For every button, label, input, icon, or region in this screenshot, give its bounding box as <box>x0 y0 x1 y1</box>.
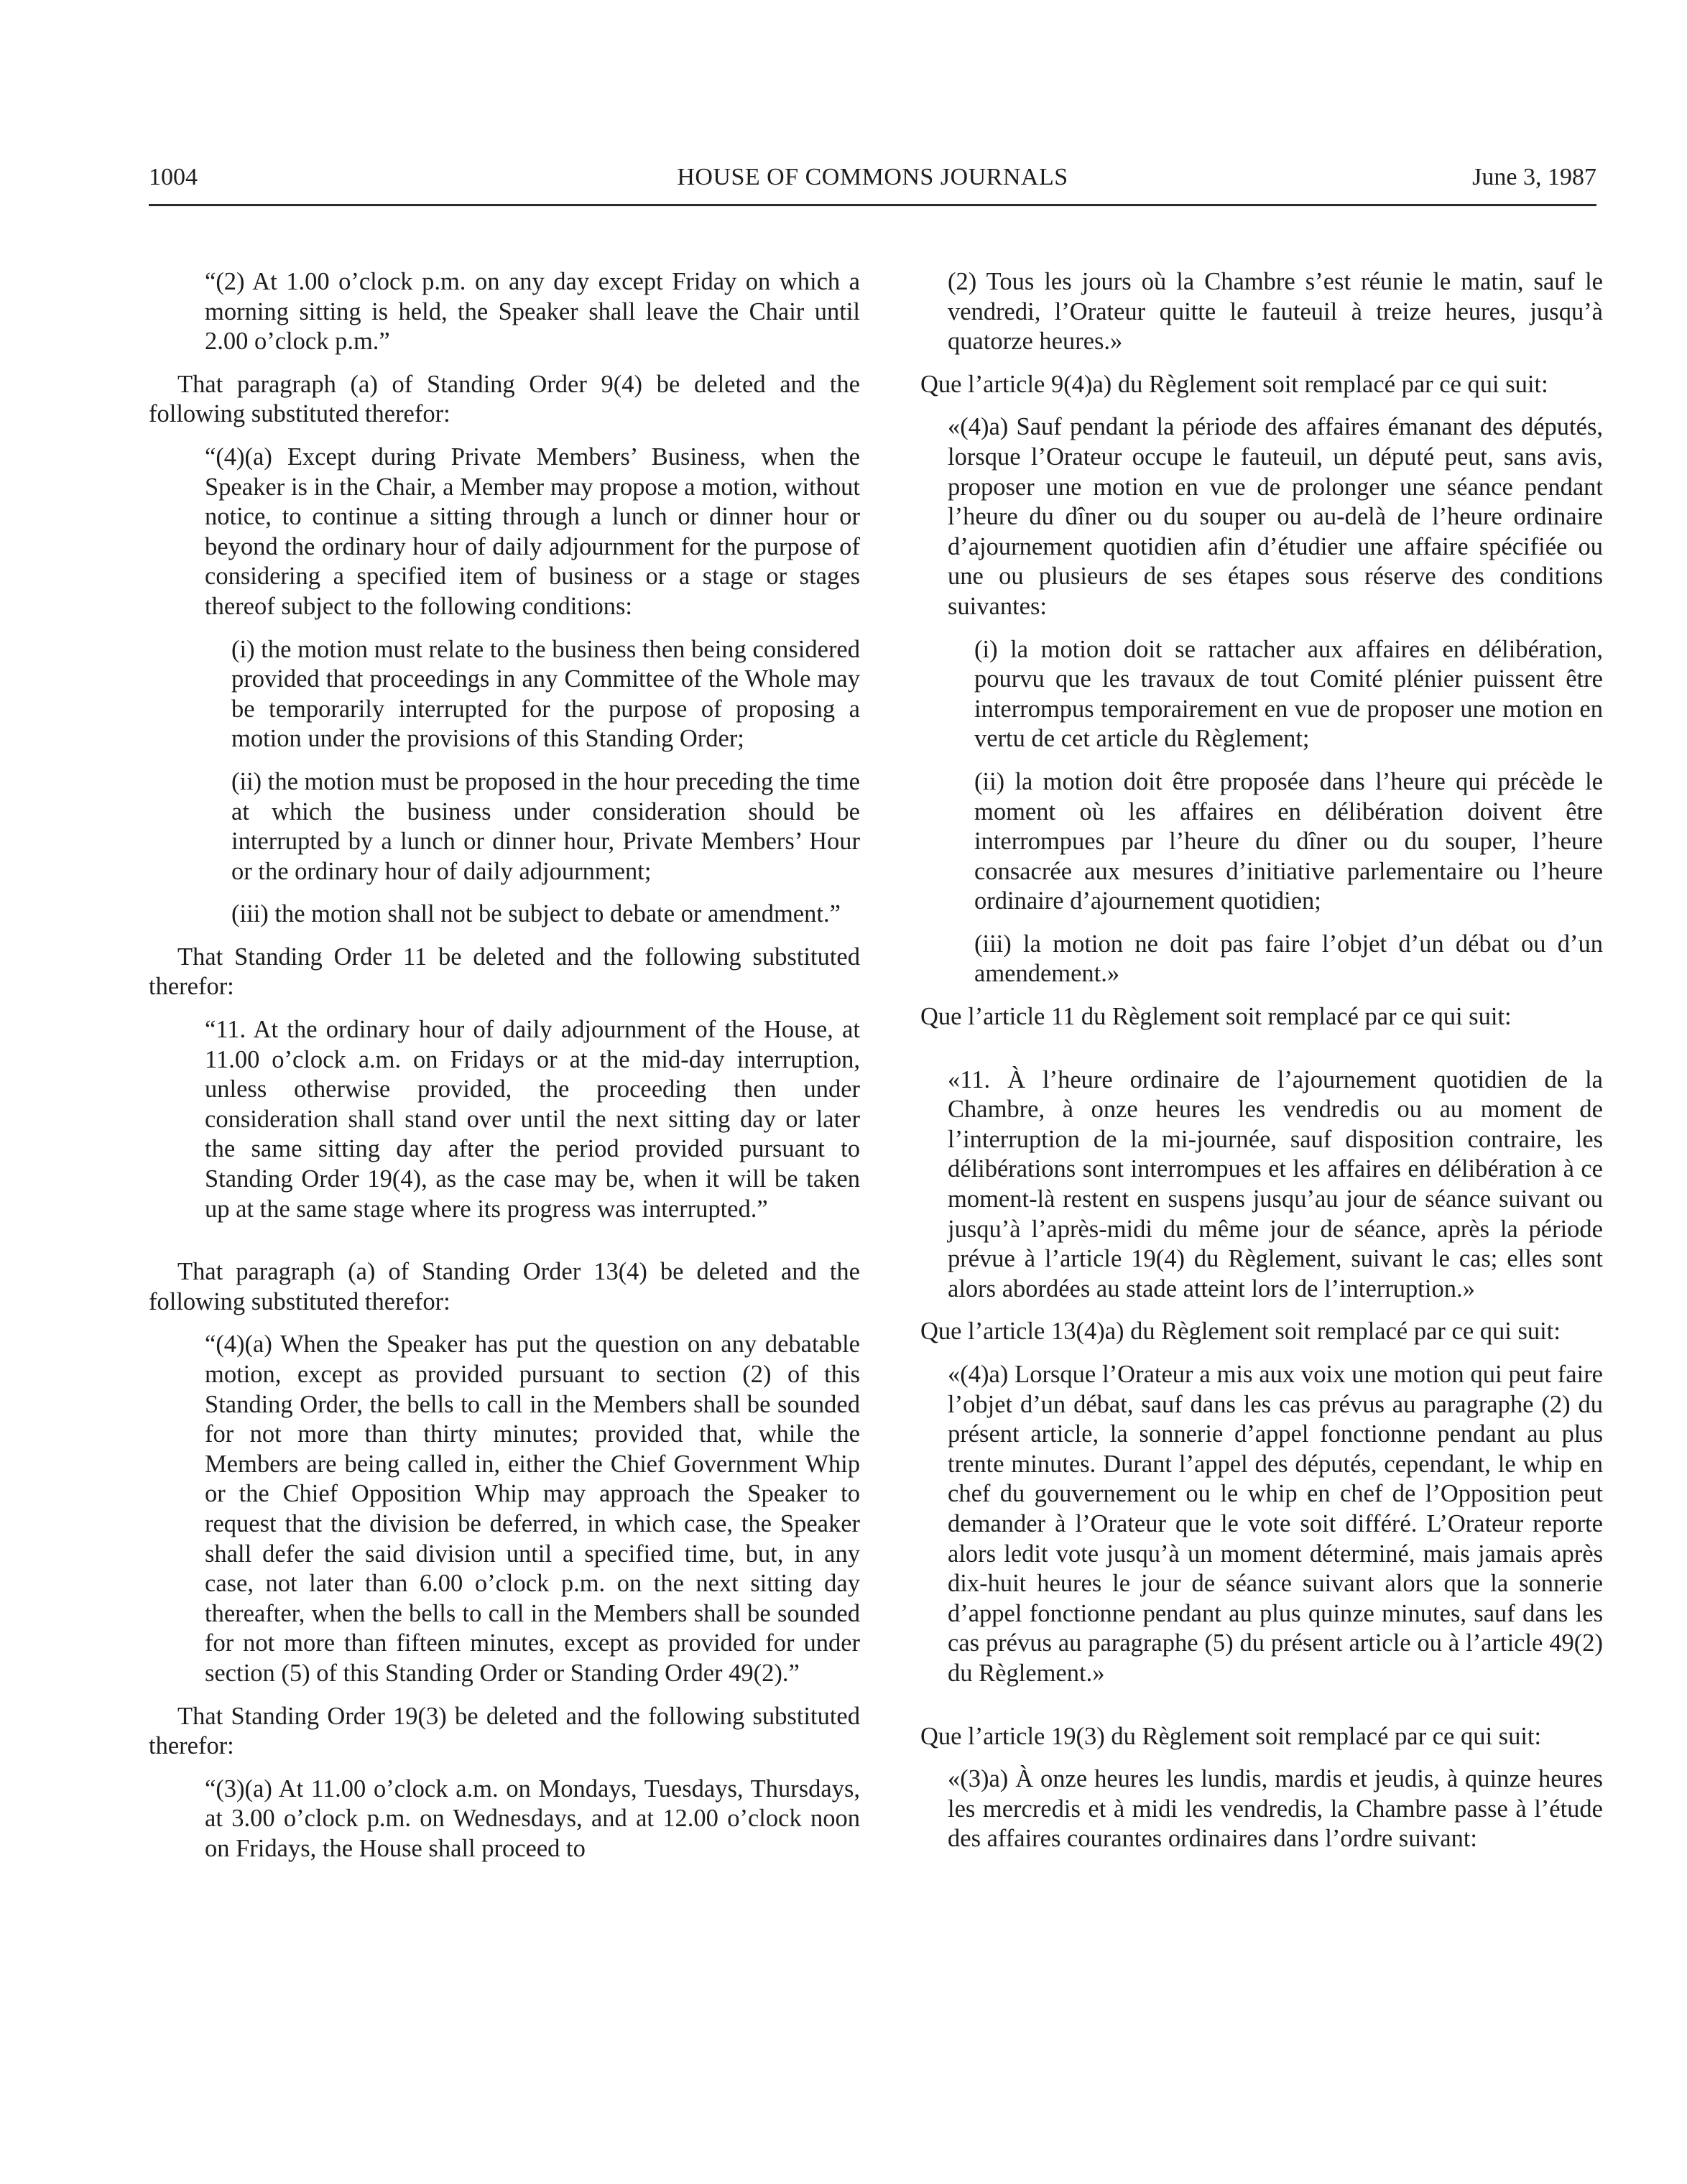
english-paragraph: “11. At the ordinary hour of daily adjournment of the House, at 11.00 o’clock a.m. on Fridays or at the mid-day interruption, unless otherwise provided, the proceeding then under consideration shall stand over until the next sitting day or later the same sitting day after the period provided pursuant to Standing Order 19(4), as the case may be, when it will be taken up at the same stage where its progress was interrupted.” <box>205 1016 860 1223</box>
journal-date: June 3, 1987 <box>1472 164 1596 190</box>
english-paragraph: “(3)(a) At 11.00 o’clock a.m. on Mondays, Tuesdays, Thursdays, at 3.00 o’clock p.m. on Wednesdays, and at 12.00 o’clock noon on Fridays, the House shall proceed to <box>205 1774 860 1862</box>
french-paragraph: «(3)a) À onze heures les lundis, mardis et jeudis, à quinze heures les mercredis et à midi les vendredis, la Chambre passe à l’étude des affaires courantes ordinaires dans l’ordre suivant: <box>948 1765 1603 1853</box>
english-paragraph: That Standing Order 19(3) be deleted and the following substituted therefor: <box>149 1702 860 1760</box>
french-paragraph: (ii) la motion doit être proposée dans l’heure qui précède le moment où les affaires en délibération doivent être interrompues par l’heure du dîner ou du souper, l’heure consacrée aux mesures d’initiative parlementaire ou l’heure ordinaire d’ajournement quotidien; <box>974 767 1603 915</box>
french-column <box>892 267 1603 1867</box>
french-paragraph: Que l’article 11 du Règlement soit remplacé par ce qui suit: <box>920 1003 1512 1031</box>
french-paragraph: Que l’article 13(4)a) du Règlement soit remplacé par ce qui suit: <box>920 1318 1561 1346</box>
page-header <box>149 164 1596 200</box>
english-paragraph: (i) the motion must relate to the business then being considered provided that proceedings in any Committee of the Whole may be temporarily interrupted for the purpose of proposing a motion under the provisions of this Standing Order; <box>231 635 860 753</box>
english-paragraph: That Standing Order 11 be deleted and the following substituted therefor: <box>149 943 860 1001</box>
english-paragraph: That paragraph (a) of Standing Order 13(4) be deleted and the following substituted therefor: <box>149 1258 860 1315</box>
french-paragraph: «11. À l’heure ordinaire de l’ajournement quotidien de la Chambre, à onze heures les vendredis ou au moment de l’interruption de la mi-journée, sauf disposition contraire, les délibérations sont interrompues et les affaires en délibération à ce moment-là restent en suspens jusqu’au jour de séance suivant ou jusqu’à l’après-midi du même jour de séance, après la période prévue à l’article 19(4) du Règlement, suivant le cas; elles sont alors abordées au stade atteint lors de l’interruption.» <box>948 1065 1603 1302</box>
french-paragraph: Que l’article 19(3) du Règlement soit remplacé par ce qui suit: <box>920 1722 1542 1750</box>
english-paragraph: “(2) At 1.00 o’clock p.m. on any day except Friday on which a morning sitting is held, the Speaker shall leave the Chair until 2.00 o’clock p.m.” <box>205 268 860 356</box>
french-paragraph: Que l’article 9(4)a) du Règlement soit remplacé par ce qui suit: <box>920 370 1548 398</box>
english-paragraph: “(4)(a) Except during Private Members’ Business, when the Speaker is in the Chair, a Member may propose a motion, without notice, to continue a sitting through a lunch or dinner hour or beyond the ordinary hour of daily adjournment for the purpose of considering a specified item of business or a stage or stages thereof subject to the following conditions: <box>205 443 860 620</box>
french-paragraph: (2) Tous les jours où la Chambre s’est réunie le matin, sauf le vendredi, l’Orateur quitte le fauteuil à treize heures, jusqu’à quatorze heures.» <box>948 268 1603 356</box>
french-paragraph: «(4)a) Lorsque l’Orateur a mis aux voix une motion qui peut faire l’objet d’un débat, sauf dans les cas prévus au paragraphe (2) du présent article, la sonnerie d’appel fonctionne pendant au plus trente minutes. Durant l’appel des députés, cependant, le whip en chef du gouvernement ou le whip en chef de l’Opposition peut demander à l’Orateur que le vote soit différé. L’Orateur reporte alors ledit vote jusqu’à un moment déterminé, mais jamais après dix-huit heures le jour de séance suivant alors que la sonnerie d’appel fonctionne pendant au plus quinze minutes, sauf dans les cas prévus au paragraphe (5) du présent article ou à l’article 49(2) du Règlement.» <box>948 1361 1603 1687</box>
english-paragraph: (iii) the motion shall not be subject to debate or amendment.” <box>231 900 841 928</box>
french-paragraph: «(4)a) Sauf pendant la période des affaires émanant des députés, lorsque l’Orateur occupe le fauteuil, un député peut, sans avis, proposer une motion en vue de prolonger une séance pendant l’heure du dîner ou du souper ou au-delà de l’heure ordinaire d’ajournement quotidien afin d’étudier une affaire spécifiée ou une ou plusieurs de ses étapes sous réserve des conditions suivantes: <box>948 413 1603 620</box>
english-column <box>149 267 860 1877</box>
english-paragraph: (ii) the motion must be proposed in the hour preceding the time at which the business under consideration should be interrupted by a lunch or dinner hour, Private Members’ Hour or the ordinary hour of daily adjournment; <box>231 767 860 885</box>
header-rule <box>149 204 1596 206</box>
english-paragraph: That paragraph (a) of Standing Order 9(4) be deleted and the following substituted therefor: <box>149 370 860 428</box>
french-paragraph: (i) la motion doit se rattacher aux affaires en délibération, pourvu que les travaux de tout Comité plénier puissent être interrompus temporairement en vue de proposer une motion en vertu de cet article du Règlement; <box>974 635 1603 753</box>
journal-title: HOUSE OF COMMONS JOURNALS <box>677 164 1068 190</box>
french-paragraph: (iii) la motion ne doit pas faire l’objet d’un débat ou d’un amendement.» <box>974 930 1603 988</box>
english-paragraph: “(4)(a) When the Speaker has put the question on any debatable motion, except as provided pursuant to section (2) of this Standing Order, the bells to call in the Members shall be sounded for not more than thirty minutes; provided that, while the Members are being called in, either the Chief Government Whip or the Chief Opposition Whip may approach the Speaker to request that the division be deferred, in which case, the Speaker shall defer the said division until a specified time, but, in any case, not later than 6.00 o’clock p.m. on the next sitting day thereafter, when the bells to call in the Members shall be sounded for not more than fifteen minutes, except as provided for under section (5) of this Standing Order or Standing Order 49(2).” <box>205 1331 860 1687</box>
page-number: 1004 <box>149 164 198 190</box>
